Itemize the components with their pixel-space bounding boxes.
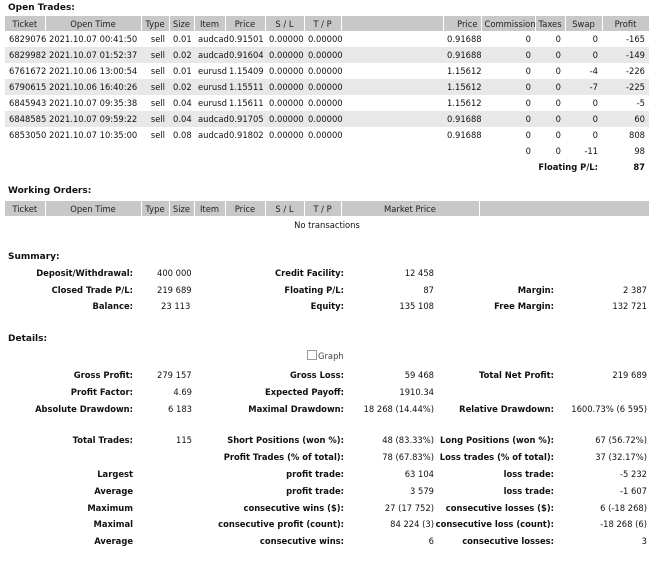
open-trades-header-cell: Taxes <box>535 16 565 31</box>
avg-consecutive-wins-value: 6 <box>428 536 434 546</box>
net-profit-label: Total Net Profit: <box>479 370 554 380</box>
table-cell: 2021.10.07 10:35:00 <box>49 130 138 140</box>
maximal-label: Maximal <box>93 519 133 529</box>
details-title: Details: <box>8 334 48 344</box>
working-orders-header-cell: Size <box>169 201 194 216</box>
table-cell: audcad <box>198 130 229 140</box>
open-trades-table <box>5 16 650 175</box>
closed-pl-label: Closed Trade P/L: <box>51 285 133 295</box>
max-consecutive-wins-label: consecutive wins ($): <box>243 503 344 513</box>
table-cell: eurusd <box>198 66 227 76</box>
summary-floating-value: 87 <box>423 285 434 295</box>
table-cell: 0 <box>565 111 602 127</box>
table-row <box>5 47 649 63</box>
table-cell: 0.00000 <box>308 66 343 76</box>
table-cell: -165 <box>625 34 645 44</box>
table-cell: 0.00000 <box>304 111 341 127</box>
average-loss-label: loss trade: <box>503 486 554 496</box>
short-positions-value: 48 (83.33%) <box>382 435 434 445</box>
open-trades-title: Open Trades: <box>8 3 75 13</box>
table-cell: 0 <box>555 98 561 108</box>
short-positions-label: Short Positions (won %): <box>227 435 344 445</box>
table-cell: sell <box>150 130 165 140</box>
table-cell: 0.02 <box>169 79 194 95</box>
largest-loss-value: -5 232 <box>620 469 647 479</box>
net-profit-value: 219 689 <box>612 370 647 380</box>
table-cell: 6790615 <box>5 79 45 95</box>
table-cell: 0 <box>525 98 531 108</box>
table-cell: audcad <box>194 47 225 63</box>
table-cell: 0 <box>525 66 531 76</box>
gross-profit-label: Gross Profit: <box>73 370 133 380</box>
table-cell: -7 <box>565 79 602 95</box>
table-cell: 0.00000 <box>265 111 304 127</box>
table-cell: 0.01 <box>173 66 192 76</box>
total-trades-value: 115 <box>176 435 192 445</box>
open-trades-header-cell: Price <box>225 16 265 31</box>
table-row <box>5 95 649 111</box>
table-cell <box>341 127 443 143</box>
largest-label: Largest <box>97 469 133 479</box>
table-cell: 0 <box>481 79 535 95</box>
totals-row <box>5 143 649 159</box>
largest-loss-label: loss trade: <box>503 469 554 479</box>
working-orders-title: Working Orders: <box>8 186 92 196</box>
absolute-drawdown-label: Absolute Drawdown: <box>35 404 133 414</box>
equity-value: 135 108 <box>399 301 434 311</box>
table-cell: audcad <box>194 111 225 127</box>
loss-trades-label: Loss trades (% of total): <box>439 452 554 462</box>
closed-pl-value: 219 689 <box>157 285 192 295</box>
table-cell: sell <box>141 79 169 95</box>
open-trades-header-cell <box>341 16 443 31</box>
working-orders-header-cell: Price <box>225 201 265 216</box>
avg-consecutive-losses-value: 3 <box>641 536 647 546</box>
working-orders-header-cell: Market Price <box>341 201 479 216</box>
table-cell: 0 <box>525 130 531 140</box>
table-cell: 2021.10.07 00:41:50 <box>49 34 138 44</box>
avg-consecutive-losses-label: consecutive losses: <box>462 536 554 546</box>
free-margin-label: Free Margin: <box>494 301 554 311</box>
table-cell: 0 <box>481 47 535 63</box>
absolute-drawdown-value: 6 183 <box>168 404 192 414</box>
balance-label: Balance: <box>92 301 133 311</box>
gross-profit-value: 279 157 <box>157 370 192 380</box>
loss-trades-value: 37 (32.17%) <box>595 452 647 462</box>
working-orders-header-cell: Open Time <box>45 201 141 216</box>
table-cell: 0 <box>592 98 598 108</box>
maximal-consecutive-profit-label: consecutive profit (count): <box>218 519 344 529</box>
average-label: Average <box>94 486 133 496</box>
table-cell: 2021.10.07 01:52:37 <box>45 47 141 63</box>
graph-image-placeholder <box>307 350 344 361</box>
table-cell: 0.91688 <box>447 130 482 140</box>
table-cell: 2021.10.07 09:59:22 <box>45 111 141 127</box>
open-trades-header-cell: Commission <box>481 16 535 31</box>
table-cell: 6829982 <box>5 47 45 63</box>
margin-value: 2 387 <box>623 285 647 295</box>
gross-loss-value: 59 468 <box>404 370 434 380</box>
table-cell: audcad <box>198 34 229 44</box>
table-cell: 0.00000 <box>308 34 343 44</box>
equity-label: Equity: <box>310 301 344 311</box>
credit-value: 12 458 <box>404 268 434 278</box>
open-trades-header-cell: Ticket <box>5 16 45 31</box>
table-cell: 1.15612 <box>443 79 481 95</box>
average-loss-value: -1 607 <box>620 486 647 496</box>
open-trades-header-cell: Swap <box>565 16 602 31</box>
table-cell: sell <box>150 34 165 44</box>
table-cell: 0.04 <box>169 111 194 127</box>
table-cell: 2021.10.07 09:35:38 <box>49 98 138 108</box>
table-cell: 0.02 <box>169 47 194 63</box>
table-row <box>5 63 649 79</box>
table-cell: 0.91688 <box>443 111 481 127</box>
broken-image-icon <box>307 350 317 360</box>
table-cell: 0.00000 <box>308 130 343 140</box>
table-cell: eurusd <box>198 98 227 108</box>
table-cell: sell <box>150 98 165 108</box>
total-trades-label: Total Trades: <box>72 435 133 445</box>
free-margin-value: 132 721 <box>612 301 647 311</box>
table-cell: 0.01 <box>173 34 192 44</box>
expected-payoff-value: 1910.34 <box>399 387 434 397</box>
table-cell: 1.15612 <box>447 98 482 108</box>
no-transactions-text: No transactions <box>294 220 360 230</box>
working-orders-header-cell: Type <box>141 201 169 216</box>
credit-label: Credit Facility: <box>274 268 344 278</box>
max-consecutive-wins-value: 27 (17 752) <box>384 503 434 513</box>
relative-drawdown-label: Relative Drawdown: <box>459 404 554 414</box>
table-cell: 0.91501 <box>229 34 264 44</box>
table-cell: -5 <box>636 98 645 108</box>
deposit-label: Deposit/Withdrawal: <box>36 268 133 278</box>
average-profit-label: profit trade: <box>286 486 344 496</box>
open-trades-header-cell: Price <box>443 16 481 31</box>
table-cell: 1.15612 <box>447 66 482 76</box>
table-cell: 6829076 <box>9 34 47 44</box>
table-cell: 0.91688 <box>443 47 481 63</box>
working-orders-header-cell: Ticket <box>5 201 45 216</box>
expected-payoff-label: Expected Payoff: <box>264 387 344 397</box>
table-cell: eurusd <box>194 79 225 95</box>
open-trades-header-cell: T / P <box>304 16 341 31</box>
table-cell: 0 <box>555 130 561 140</box>
maximal-consecutive-profit-value: 84 224 (3) <box>390 519 434 529</box>
open-trades-header-cell: S / L <box>265 16 304 31</box>
table-cell: 6845943 <box>9 98 47 108</box>
max-consecutive-losses-label: consecutive losses ($): <box>445 503 554 513</box>
working-orders-header-cell: Item <box>194 201 225 216</box>
table-cell: 0.00000 <box>269 98 304 108</box>
profit-trades-value: 78 (67.83%) <box>382 452 434 462</box>
largest-profit-label: profit trade: <box>286 469 344 479</box>
deposit-value: 400 000 <box>157 268 192 278</box>
table-cell: 0.00000 <box>269 130 304 140</box>
table-row <box>5 31 649 47</box>
table-cell: 808 <box>629 130 645 140</box>
table-cell: 0 <box>481 111 535 127</box>
table-cell <box>341 95 443 111</box>
table-cell: 1.15511 <box>225 79 265 95</box>
table-cell: 0.00000 <box>269 66 304 76</box>
floating-pl-label: Floating P/L: <box>538 162 598 172</box>
table-cell <box>341 79 443 95</box>
table-cell: 0.00000 <box>265 47 304 63</box>
table-cell: 0.91688 <box>447 34 482 44</box>
table-cell: -149 <box>602 47 649 63</box>
table-cell: 0.08 <box>173 130 192 140</box>
table-cell: 0 <box>535 79 565 95</box>
table-cell: 0.00000 <box>304 79 341 95</box>
balance-value: 23 113 <box>161 301 191 311</box>
table-cell: 1.15409 <box>229 66 264 76</box>
working-orders-header-row <box>5 201 649 216</box>
open-trades-header-cell: Item <box>194 16 225 31</box>
profit-factor-label: Profit Factor: <box>70 387 133 397</box>
floating-pl-value: 87 <box>633 162 645 172</box>
table-cell <box>341 47 443 63</box>
table-row <box>5 127 649 143</box>
summary-title: Summary: <box>8 252 60 262</box>
open-trades-header-cell: Size <box>169 16 194 31</box>
open-trades-header-cell: Profit <box>602 16 649 31</box>
total-profit: 98 <box>634 146 645 156</box>
summary-floating-label: Floating P/L: <box>284 285 344 295</box>
working-orders-header-blank <box>479 201 649 216</box>
average-consecutive-label: Average <box>94 536 133 546</box>
table-cell: 60 <box>602 111 649 127</box>
floating-pl-row <box>5 159 649 175</box>
average-profit-value: 3 579 <box>410 486 434 496</box>
table-cell: 0 <box>535 47 565 63</box>
table-row <box>5 111 649 127</box>
total-commission: 0 <box>525 146 531 156</box>
gross-loss-label: Gross Loss: <box>289 370 344 380</box>
table-cell <box>341 31 443 47</box>
open-trades-header-cell: Open Time <box>45 16 141 31</box>
table-cell: sell <box>150 66 165 76</box>
table-cell: 6761672 <box>9 66 47 76</box>
table-cell: 6848585 <box>5 111 45 127</box>
relative-drawdown-value: 1600.73% (6 595) <box>571 404 647 414</box>
total-taxes: 0 <box>555 146 561 156</box>
table-cell: 0.91705 <box>225 111 265 127</box>
profit-factor-value: 4.69 <box>173 387 192 397</box>
maximal-consecutive-loss-value: -18 268 (6) <box>600 519 647 529</box>
open-trades-header-row <box>5 16 649 31</box>
table-cell <box>341 111 443 127</box>
table-cell: -226 <box>625 66 645 76</box>
table-cell: 0 <box>555 66 561 76</box>
long-positions-label: Long Positions (won %): <box>440 435 554 445</box>
profit-trades-label: Profit Trades (% of total): <box>223 452 344 462</box>
table-cell: 2021.10.06 16:40:26 <box>45 79 141 95</box>
table-cell: 0 <box>565 47 602 63</box>
table-row <box>5 79 649 95</box>
table-cell: -225 <box>602 79 649 95</box>
table-cell: sell <box>141 47 169 63</box>
table-cell: 0.00000 <box>265 79 304 95</box>
table-cell: 0.00000 <box>304 47 341 63</box>
table-cell: 0 <box>592 130 598 140</box>
working-orders-header-cell: S / L <box>265 201 304 216</box>
total-swap: -11 <box>584 146 598 156</box>
table-cell: 0.00000 <box>269 34 304 44</box>
table-cell: 0.04 <box>173 98 192 108</box>
maximal-consecutive-loss-label: consecutive loss (count): <box>435 519 554 529</box>
table-cell: 0.91802 <box>229 130 264 140</box>
table-cell: 0 <box>525 34 531 44</box>
table-cell: 0.91604 <box>225 47 265 63</box>
working-orders-table <box>5 201 650 234</box>
table-cell: -4 <box>589 66 598 76</box>
graph-alt-text: Graph <box>318 351 344 361</box>
table-cell <box>341 63 443 79</box>
table-cell: sell <box>141 111 169 127</box>
long-positions-value: 67 (56.72%) <box>595 435 647 445</box>
table-cell: 0.00000 <box>308 98 343 108</box>
table-cell: 2021.10.06 13:00:54 <box>49 66 138 76</box>
maximal-drawdown-label: Maximal Drawdown: <box>248 404 344 414</box>
table-cell: 6853050 <box>9 130 47 140</box>
table-cell: 1.15611 <box>229 98 264 108</box>
max-consecutive-losses-value: 6 (-18 268) <box>600 503 647 513</box>
working-orders-header-cell: T / P <box>304 201 341 216</box>
table-cell: 0 <box>555 34 561 44</box>
table-cell: 0 <box>535 111 565 127</box>
maximal-drawdown-value: 18 268 (14.44%) <box>363 404 434 414</box>
largest-profit-value: 63 104 <box>404 469 434 479</box>
avg-consecutive-wins-label: consecutive wins: <box>259 536 344 546</box>
margin-label: Margin: <box>517 285 554 295</box>
maximum-label: Maximum <box>87 503 133 513</box>
open-trades-header-cell: Type <box>141 16 169 31</box>
table-cell: 0 <box>592 34 598 44</box>
